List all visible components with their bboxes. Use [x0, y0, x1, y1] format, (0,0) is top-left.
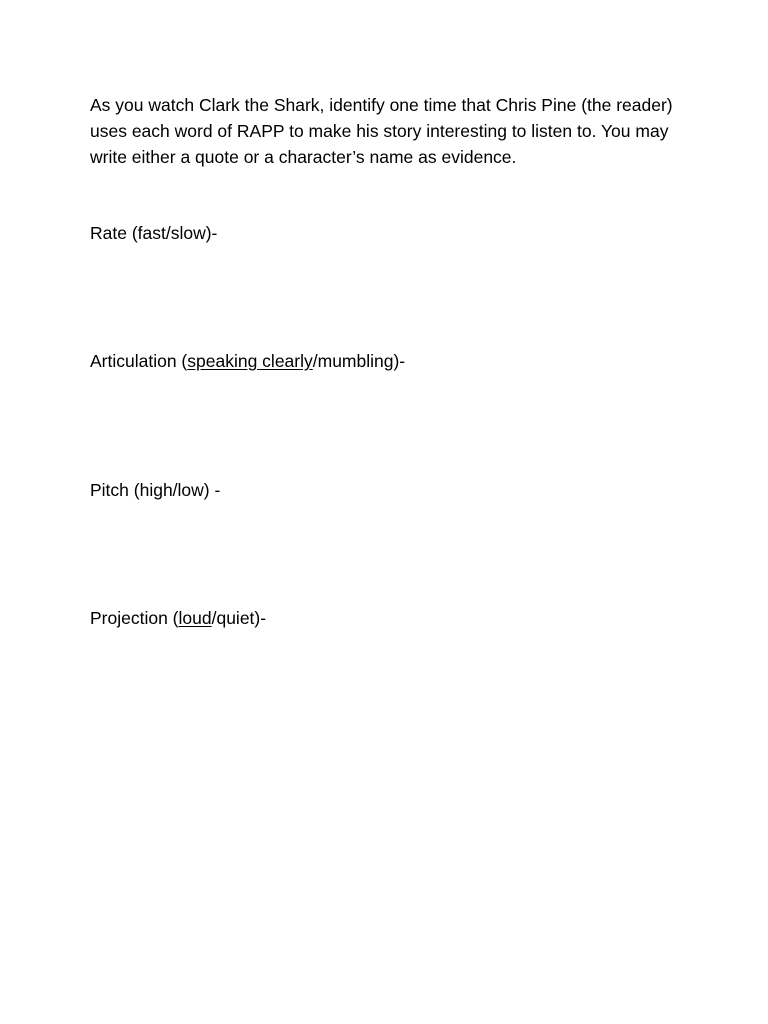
articulation-suffix: /mumbling)-	[312, 351, 406, 371]
rate-prompt: Rate (fast/slow)-	[90, 223, 218, 243]
projection-suffix: /quiet)-	[211, 608, 267, 628]
articulation-prefix: Articulation (	[90, 351, 188, 371]
projection-underlined: loud	[178, 608, 212, 628]
pitch-prompt: Pitch (high/low) -	[90, 480, 221, 500]
articulation-underlined: speaking clearly	[187, 351, 313, 371]
projection-prompt	[90, 605, 266, 631]
projection-prefix: Projection (	[90, 608, 179, 628]
instructions-paragraph: As you watch Clark the Shark, identify one time that Chris Pine (the reader) uses each word of RAPP to make his story interesting to listen to. You may write either a quote or a character’s name as evidence.	[90, 95, 673, 167]
articulation-prompt	[90, 348, 405, 374]
